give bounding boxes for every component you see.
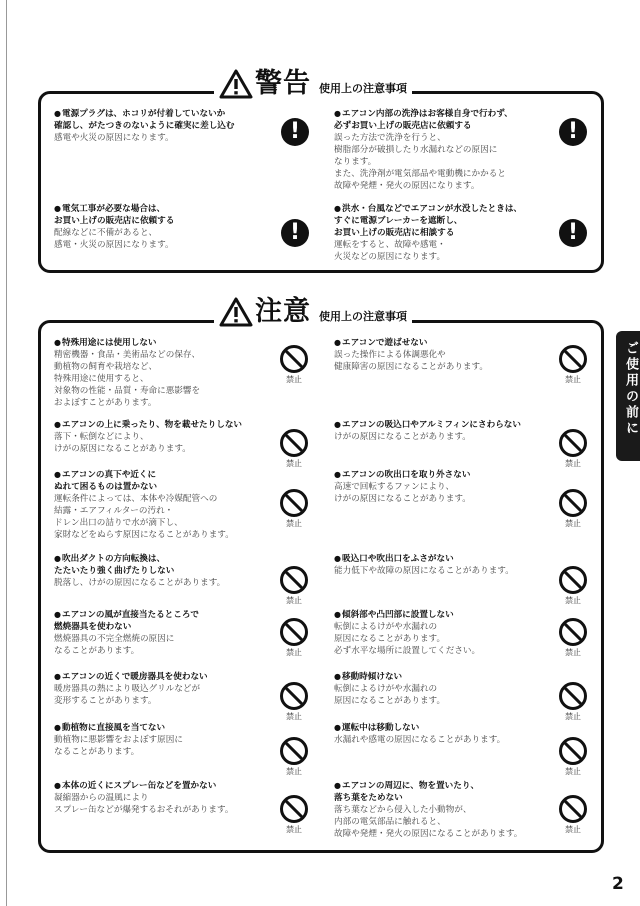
caution-item: ● 移動時傾けない 転倒によるけがや水漏れの 原因になることがあります。	[334, 671, 445, 707]
warning-triangle-icon	[219, 69, 253, 99]
caution-item: ● 特殊用途には使用しない 精密機器・食品・美術品などの保存、 動植物の飼育や栽培など、 特殊用途に使用すると、 対象物の性能・品質・寿命に悪影響を およぼすことがあります。	[54, 337, 200, 409]
prohibition-icon: 禁止	[279, 617, 309, 659]
warning-subtitle: 使用上の注意事項	[319, 82, 407, 95]
prohibition-icon: 禁止	[279, 344, 309, 386]
prohibition-icon: 禁止	[279, 736, 309, 778]
page-number: 2	[612, 874, 624, 894]
caution-triangle-icon	[219, 297, 253, 327]
prohibition-icon: 禁止	[558, 428, 588, 470]
caution-item: ● エアコンの周辺に、物を置いたり、 落ち葉をためない 落ち葉などから侵入した小動物が、 内部の電気部品に触れると、 故障や発煙・発火の原因になることがあります。	[334, 780, 522, 840]
prohibition-icon: 禁止	[279, 565, 309, 607]
prohibition-icon: 禁止	[558, 344, 588, 386]
caution-item: ● エアコンの風が直接当たるところで 燃焼器具を使わない 燃焼器具の不完全燃焼の原因に なることがあります。	[54, 609, 199, 657]
caution-item: ● 動植物に直接風を当てない 動植物に悪影響をおよぼす原因に なることがあります。	[54, 722, 183, 758]
prohibition-icon: 禁止	[558, 794, 588, 836]
prohibition-icon: 禁止	[279, 681, 309, 723]
caution-item: ● エアコンの吹出口を取り外さない 高速で回転するファンにより、 けがの原因になることがあります。	[334, 469, 471, 505]
caution-item: ● 運転中は移動しない 水漏れや感電の原因になることがあります。	[334, 722, 505, 746]
caution-item: ● エアコンの近くで暖房器具を使わない 暖房器具の熱により吸込グリルなどが 変形することがあります。	[54, 671, 208, 707]
warning-heading	[214, 67, 412, 99]
caution-item: ● エアコンの吸込口やアルミフィンにさわらない けがの原因になることがあります。	[334, 419, 521, 443]
prohibition-icon: 禁止	[279, 428, 309, 470]
prohibition-icon: 禁止	[558, 736, 588, 778]
mandatory-exclamation-icon: !	[559, 118, 587, 146]
prohibition-icon: 禁止	[558, 565, 588, 607]
caution-item: ● 吸込口や吹出口をふさがない 能力低下や故障の原因になることがあります。	[334, 553, 514, 577]
caution-item: ● エアコンの真下や近くに ぬれて困るものは置かない 運転条件によっては、本体や冷媒配管への 結露・エアフィルターの汚れ・ ドレン出口の詰りで水が滴下し、 家財などをぬらす原因になることがあります。	[54, 469, 234, 541]
warning-item: ● エアコン内部の洗浄はお客様自身で行わず、 必ずお買い上げの販売店に依頼する 誤った方法で洗浄を行うと、 樹脂部分が破損したり水漏れなどの原因に なります。 また、洗浄剤が電気部品や電動機にかかると 故障や発煙・発火の原因になります。	[334, 108, 513, 192]
section-side-tab-label: ご使用の前に	[623, 341, 638, 437]
caution-title: 注意	[255, 296, 311, 327]
warning-item: ● 電源プラグは、ホコリが付着していないか 確認し、がたつきのないように確実に差し込む 感電や火災の原因になります。	[54, 108, 234, 144]
caution-item: ● 吹出ダクトの方向転換は、 たたいたり強く曲げたりしない 脱落し、けがの原因になることがあります。	[54, 553, 225, 589]
prohibition-icon: 禁止	[279, 794, 309, 836]
caution-heading	[214, 295, 412, 327]
mandatory-exclamation-icon: !	[281, 219, 309, 247]
binding-line	[6, 0, 7, 906]
caution-item: ● エアコンで遊ばせない 誤った操作による体調悪化や 健康障害の原因になることがあります。	[334, 337, 488, 373]
mandatory-exclamation-icon: !	[559, 219, 587, 247]
prohibition-icon: 禁止	[558, 488, 588, 530]
prohibition-icon: 禁止	[558, 681, 588, 723]
warning-title: 警告	[255, 68, 311, 99]
caution-subtitle: 使用上の注意事項	[319, 310, 407, 323]
warning-item: ● 洪水・台風などでエアコンが水没したときは、 すぐに電源ブレーカーを遮断し、 お買い上げの販売店に相談する 運転をすると、故障や感電・ 火災などの原因になります。	[334, 203, 522, 263]
prohibition-icon: 禁止	[558, 617, 588, 659]
prohibition-icon: 禁止	[279, 488, 309, 530]
caution-item: ● エアコンの上に乗ったり、物を載せたりしない 落下・転倒などにより、 けがの原因になることがあります。	[54, 419, 242, 455]
section-side-tab	[616, 331, 640, 461]
mandatory-exclamation-icon: !	[281, 118, 309, 146]
warning-item: ● 電気工事が必要な場合は、 お買い上げの販売店に依頼する 配線などに不備があると、 感電・火災の原因になります。	[54, 203, 174, 251]
caution-item: ● 傾斜部や凸凹部に設置しない 転倒によるけがや水漏れの 原因になることがあります。 必ず水平な場所に設置してください。	[334, 609, 480, 657]
caution-item: ● 本体の近くにスプレー缶などを置かない 凝縮器からの温風により スプレー缶などが爆発するおそれがあります。	[54, 780, 233, 816]
